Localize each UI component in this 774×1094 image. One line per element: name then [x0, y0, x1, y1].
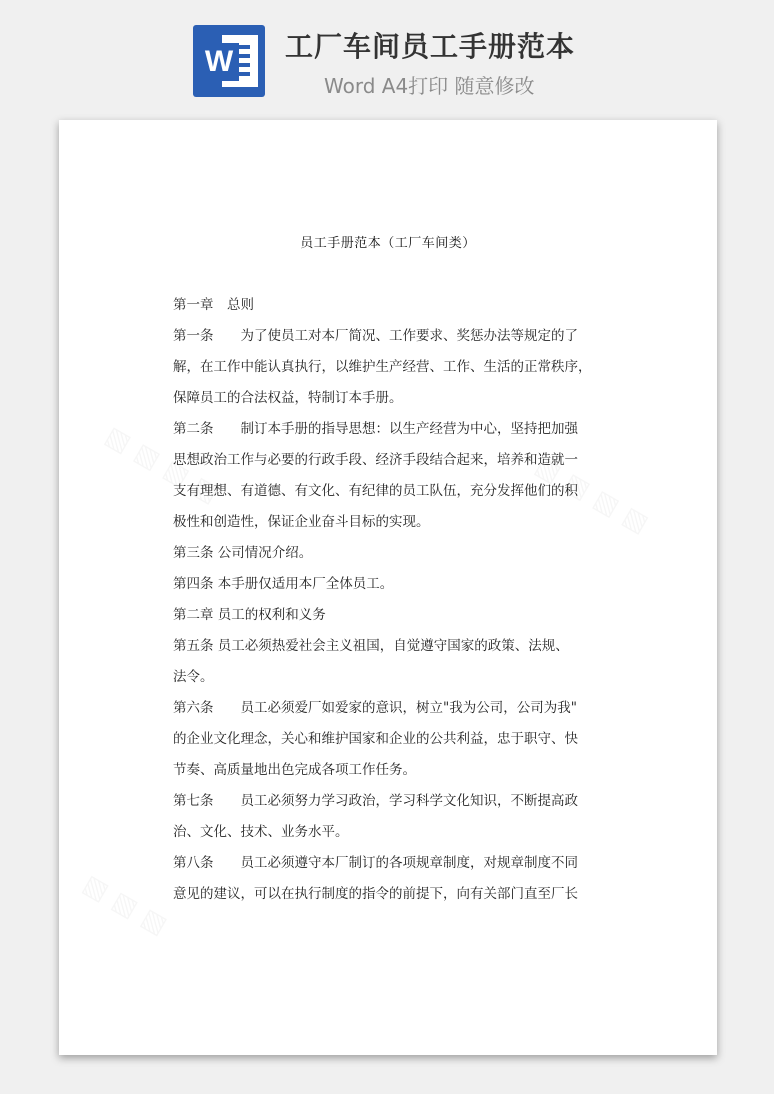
document-line: 支有理想、有道德、有文化、有纪律的员工队伍，充分发挥他们的积	[173, 483, 578, 499]
watermark	[78, 869, 173, 941]
document-line: 节奏、高质量地出色完成各项工作任务。	[173, 762, 416, 778]
document-line: 法令。	[173, 669, 214, 685]
document-line: 第五条 员工必须热爱社会主义祖国，自觉遵守国家的政策、法规、	[173, 638, 569, 654]
document-title: 员工手册范本（工厂车间类）	[300, 236, 476, 251]
document-line: 第三条 公司情况介绍。	[173, 545, 313, 561]
document-line: 第六条 员工必须爱厂如爱家的意识，树立"我为公司，公司为我"	[173, 700, 577, 716]
document-line: 第二条 制订本手册的指导思想：以生产经营为中心，坚持把加强	[173, 421, 578, 437]
document-line: 保障员工的合法权益，特制订本手册。	[173, 390, 403, 406]
document-line: 第七条 员工必须努力学习政治，学习科学文化知识，不断提高政	[173, 793, 578, 809]
word-icon-letter: W	[199, 43, 239, 81]
document-line: 的企业文化理念，关心和维护国家和企业的公共利益，忠于职守、快	[173, 731, 578, 747]
header-banner	[0, 0, 774, 118]
document-line: 第四条 本手册仅适用本厂全体员工。	[173, 576, 394, 592]
document-line: 意见的建议，可以在执行制度的指令的前提下，向有关部门直至厂长	[173, 886, 578, 902]
document-line: 解，在工作中能认真执行，以维护生产经营、工作、生活的正常秩序，	[173, 359, 592, 375]
document-line: 极性和创造性，保证企业奋斗目标的实现。	[173, 514, 430, 530]
header-title: 工厂车间员工手册范本	[285, 30, 576, 63]
word-doc-icon	[193, 25, 265, 97]
document-line: 治、文化、技术、业务水平。	[173, 824, 349, 840]
document-line: 思想政治工作与必要的行政手段、经济手段结合起来，培养和造就一	[173, 452, 578, 468]
header-subtitle: Word A4打印 随意修改	[324, 74, 535, 98]
document-line: 第八条 员工必须遵守本厂制订的各项规章制度，对规章制度不同	[173, 855, 578, 871]
document-line: 第一章 总则	[173, 297, 254, 313]
document-line: 第一条 为了使员工对本厂简况、工作要求、奖惩办法等规定的了	[173, 328, 578, 344]
document-page	[59, 120, 717, 1055]
document-body	[173, 290, 603, 910]
document-line: 第二章 员工的权利和义务	[173, 607, 326, 623]
